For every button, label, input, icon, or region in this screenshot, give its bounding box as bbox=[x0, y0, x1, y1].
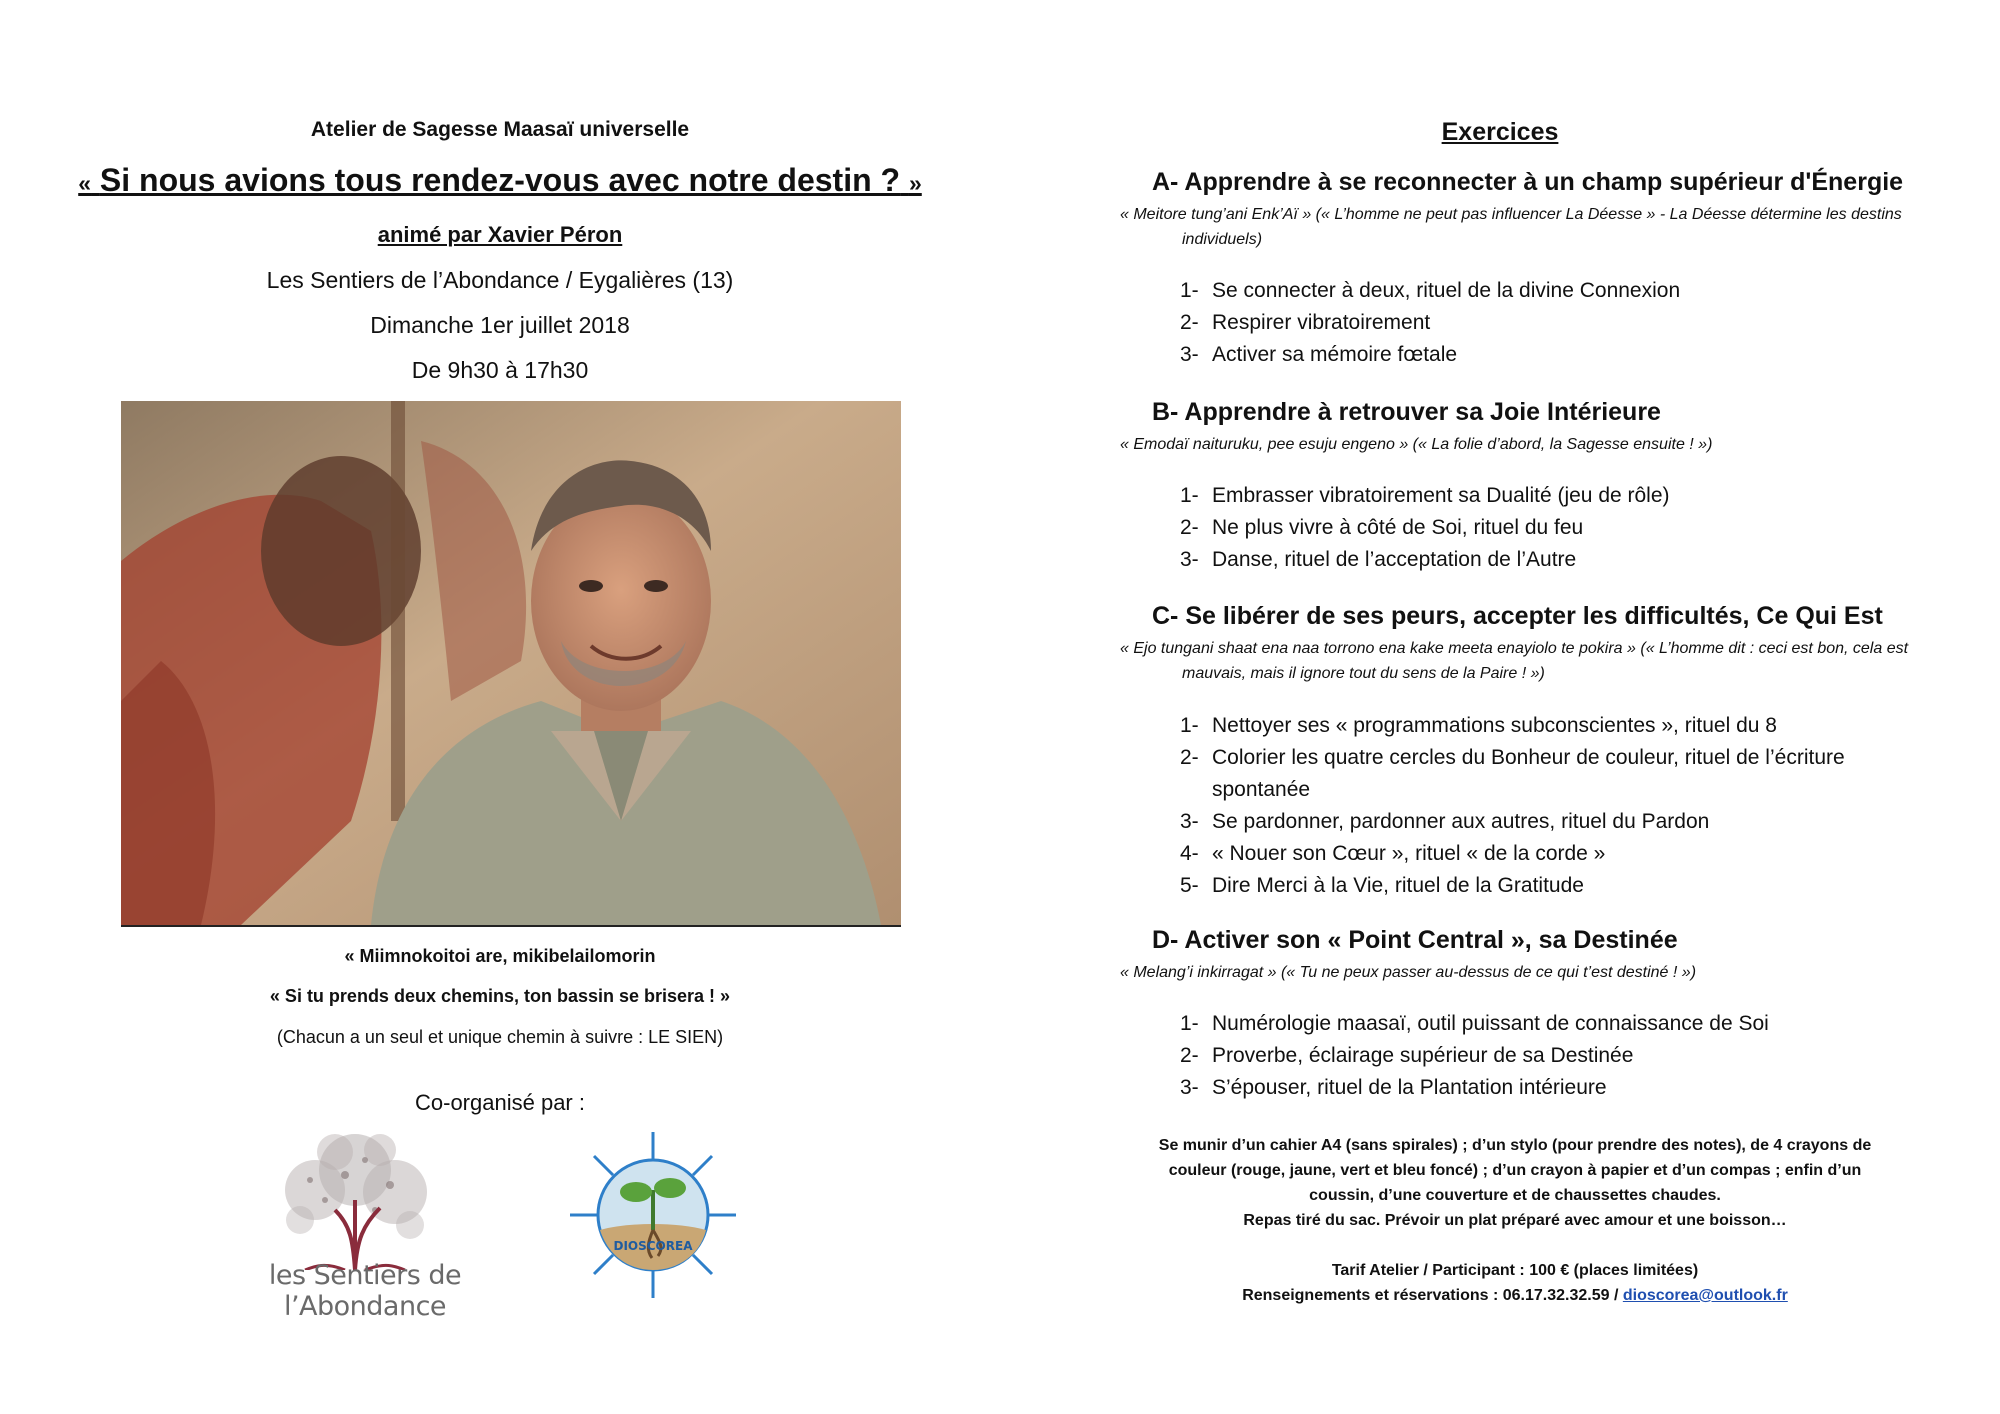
title-close-quote: » bbox=[908, 170, 922, 196]
practical-note bbox=[1120, 1133, 1910, 1233]
list-item: 5- Dire Merci à la Vie, rituel de la Gratitude bbox=[1180, 874, 1584, 897]
portrait-photo bbox=[121, 401, 901, 927]
list-item: 3- Danse, rituel de l’acceptation de l’Autre bbox=[1180, 548, 1577, 571]
right-page bbox=[1000, 0, 2000, 1414]
maasai-proverb: « Miimnokoitoi are, mikibelailomorin bbox=[344, 946, 656, 966]
exercises-title: Exercices bbox=[1441, 118, 1559, 146]
dioscorea-logo bbox=[568, 1130, 738, 1300]
proverb-translation: « Si tu prends deux chemins, ton bassin se brisera ! » bbox=[269, 986, 731, 1006]
note-line: couleur (rouge, jaune, vert et bleu foncé) ; d’un crayon à papier et d’un compas ; enfin d’un bbox=[1168, 1162, 1862, 1179]
section-a-quote: « Meitore tung’ani Enk’Aï » (« L’homme ne peut pas influencer La Déesse » - La Déesse détermine les destins individuels) bbox=[1120, 206, 1902, 248]
list-item: 4- « Nouer son Cœur », rituel « de la corde » bbox=[1180, 842, 1606, 865]
list-item: 1- Numérologie maasaï, outil puissant de connaissance de Soi bbox=[1180, 1012, 1769, 1035]
list-item: 2- Respirer vibratoirement bbox=[1180, 311, 1431, 334]
section-b-heading: B- Apprendre à retrouver sa Joie Intérieure bbox=[1152, 398, 1661, 426]
list-item: 2- Ne plus vivre à côté de Soi, rituel du feu bbox=[1180, 516, 1584, 539]
sun-globe-icon bbox=[568, 1130, 738, 1300]
section-b-list bbox=[1180, 480, 1920, 576]
section-d-list bbox=[1180, 1008, 1920, 1104]
section-c-list bbox=[1180, 710, 1920, 902]
tree-icon bbox=[205, 1130, 525, 1270]
animator-line: animé par Xavier Péron bbox=[377, 222, 623, 247]
sentiers-abondance-logo bbox=[205, 1130, 525, 1322]
note-line: coussin, d’une couverture et de chaussettes chaudes. bbox=[1309, 1187, 1721, 1204]
logo-dioscorea-text: DIOSCOREA bbox=[613, 1239, 693, 1253]
time-line: De 9h30 à 17h30 bbox=[411, 357, 589, 383]
coorganized-label: Co-organisé par : bbox=[415, 1090, 585, 1115]
list-item: 1- Se connecter à deux, rituel de la divine Connexion bbox=[1180, 279, 1681, 302]
date-line: Dimanche 1er juillet 2018 bbox=[370, 312, 630, 338]
portrait-illustration bbox=[121, 401, 901, 925]
venue-line: Les Sentiers de l’Abondance / Eygalières (13) bbox=[266, 267, 734, 293]
list-item: 1- Embrasser vibratoirement sa Dualité (jeu de rôle) bbox=[1180, 484, 1670, 507]
list-item: 1- Nettoyer ses « programmations subconscientes », rituel du 8 bbox=[1180, 714, 1777, 737]
logo-sentiers-text: les Sentiers de l’Abondance bbox=[268, 1260, 462, 1322]
section-d-heading: D- Activer son « Point Central », sa Destinée bbox=[1152, 926, 1678, 954]
list-item: 3- Se pardonner, pardonner aux autres, rituel du Pardon bbox=[1180, 810, 1710, 833]
section-d-quote: « Melang’i inkirragat » (« Tu ne peux passer au-dessus de ce qui t’est destiné ! ») bbox=[1120, 964, 1697, 981]
section-b-quote: « Emodaï naituruku, pee esuju engeno » (« La folie d’abord, la Sagesse ensuite ! ») bbox=[1120, 436, 1713, 453]
title-open-quote: « bbox=[78, 170, 92, 196]
workshop-subtitle: Atelier de Sagesse Maasaï universelle bbox=[310, 118, 690, 141]
proverb-note: (Chacun a un seul et unique chemin à suivre : LE SIEN) bbox=[276, 1027, 724, 1047]
section-c-quote: « Ejo tungani shaat ena naa torrono ena kake meeta enayiolo te pokira » (« L’homme dit : ceci est bon, cela est mauvais, mais il ignore tout du sens de la Paire ! ») bbox=[1120, 640, 1909, 682]
list-item: 2- Proverbe, éclairage supérieur de sa Destinée bbox=[1180, 1044, 1634, 1067]
title-text: Si nous avions tous rendez-vous avec notre destin ? bbox=[99, 162, 901, 198]
section-a-list bbox=[1180, 275, 1920, 371]
list-item: 2- Colorier les quatre cercles du Bonheur de couleur, rituel de l’écriture spontanée bbox=[1180, 746, 1845, 801]
tarif-line: Tarif Atelier / Participant : 100 € (places limitées) bbox=[1331, 1262, 1699, 1279]
list-item: 3- S’épouser, rituel de la Plantation intérieure bbox=[1180, 1076, 1607, 1099]
note-line: Repas tiré du sac. Prévoir un plat préparé avec amour et une boisson… bbox=[1243, 1212, 1787, 1229]
section-a-heading: A- Apprendre à se reconnecter à un champ supérieur d'Énergie bbox=[1152, 168, 1904, 196]
contact-prefix: Renseignements et réservations : 06.17.32.32.59 / bbox=[1242, 1287, 1619, 1304]
pricing-block bbox=[1120, 1258, 1910, 1308]
workshop-title bbox=[0, 162, 1000, 199]
contact-line bbox=[1120, 1283, 1910, 1308]
note-line: Se munir d’un cahier A4 (sans spirales) ; d’un stylo (pour prendre des notes), de 4 crayons de bbox=[1158, 1137, 1872, 1154]
contact-email-link[interactable]: dioscorea@outlook.fr bbox=[1622, 1287, 1788, 1304]
list-item: 3- Activer sa mémoire fœtale bbox=[1180, 343, 1458, 366]
section-c-heading: C- Se libérer de ses peurs, accepter les difficultés, Ce Qui Est bbox=[1152, 602, 1883, 630]
